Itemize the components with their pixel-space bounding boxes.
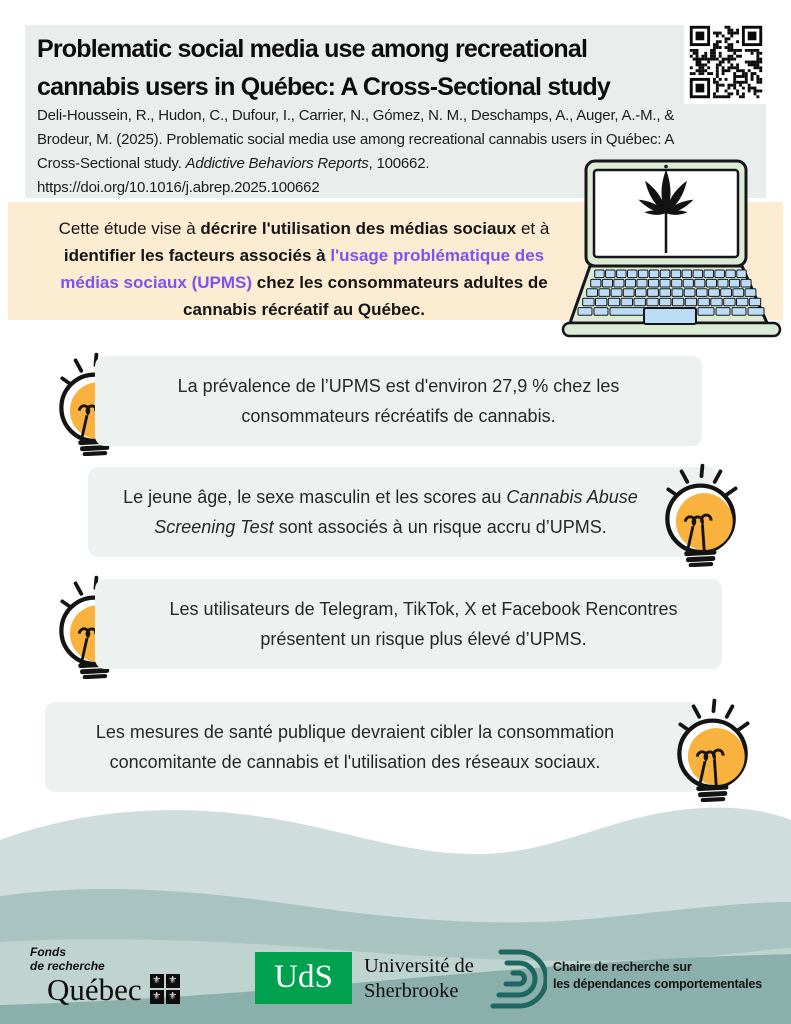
title-line: cannabis users in Québec: A Cross-Sectional study <box>37 73 611 101</box>
finding-text: La prévalence de l’UPMS est d'environ 27,9 % chez les consommateurs récréatifs de cannabis. <box>177 376 620 426</box>
laptop-illustration <box>561 157 789 342</box>
finding-card <box>45 702 700 792</box>
finding-text: Le jeune âge, le sexe masculin et les scores au Cannabis Abuse Screening Test sont associés à un risque accru d’UPMS. <box>123 487 638 537</box>
qr-code-icon <box>684 20 768 104</box>
citation-line: Deli-Houssein, R., Hudon, C., Dufour, I., Carrier, N., Gómez, N. M., Deschamps, A., Auger, A.-M., & <box>37 107 675 124</box>
citation-line doi-link: https://doi.org/10.1016/j.abrep.2025.100662 <box>37 179 320 196</box>
lightbulb-icon <box>656 461 746 567</box>
laptop-touchpad <box>644 308 696 324</box>
finding-text: Les mesures de santé publique devraient cibler la consommation concomitante de cannabis et l'utilisation des réseaux sociaux. <box>95 722 615 772</box>
chaire-logo-text: Chaire de recherche sur les dépendances comportementales <box>553 960 762 991</box>
finding-card <box>95 579 722 669</box>
citation-line: Cross-Sectional study. Addictive Behaviors Reports, 100662. <box>37 155 430 172</box>
page-title <box>37 30 610 106</box>
webcam-icon <box>664 165 668 169</box>
finding-text: Les utilisateurs de Telegram, TikTok, X et Facebook Rencontres présentent un risque plus élevé d’UPMS. <box>169 599 678 649</box>
finding-card <box>95 356 702 446</box>
objective-text: Cette étude vise à décrire l'utilisation des médias sociaux et à identifier les facteurs associés à l'usage problématique des médias sociaux (UPMS) chez les consommateurs adultes de cannabis récréatif au Québec. <box>58 219 550 319</box>
uds-logo-text: Université de Sherbrooke <box>364 955 474 1002</box>
quebec-flag-icon: ⚜ ⚜ ⚜ ⚜ <box>150 974 180 1004</box>
citation-line: Brodeur, M. (2025). Problematic social media use among recreational cannabis users in Québec: A <box>37 131 675 148</box>
quebec-wordmark: Québec <box>47 972 142 1007</box>
frq-label: Fonds de recherche <box>30 945 105 973</box>
title-line: Problematic social media use among recreational <box>37 35 588 63</box>
finding-card <box>88 467 718 557</box>
uds-logo-icon: UdS <box>255 952 352 1004</box>
lightbulb-icon <box>668 696 758 802</box>
frq-logo <box>30 946 180 1005</box>
chaire-logo-icon <box>489 946 547 1010</box>
